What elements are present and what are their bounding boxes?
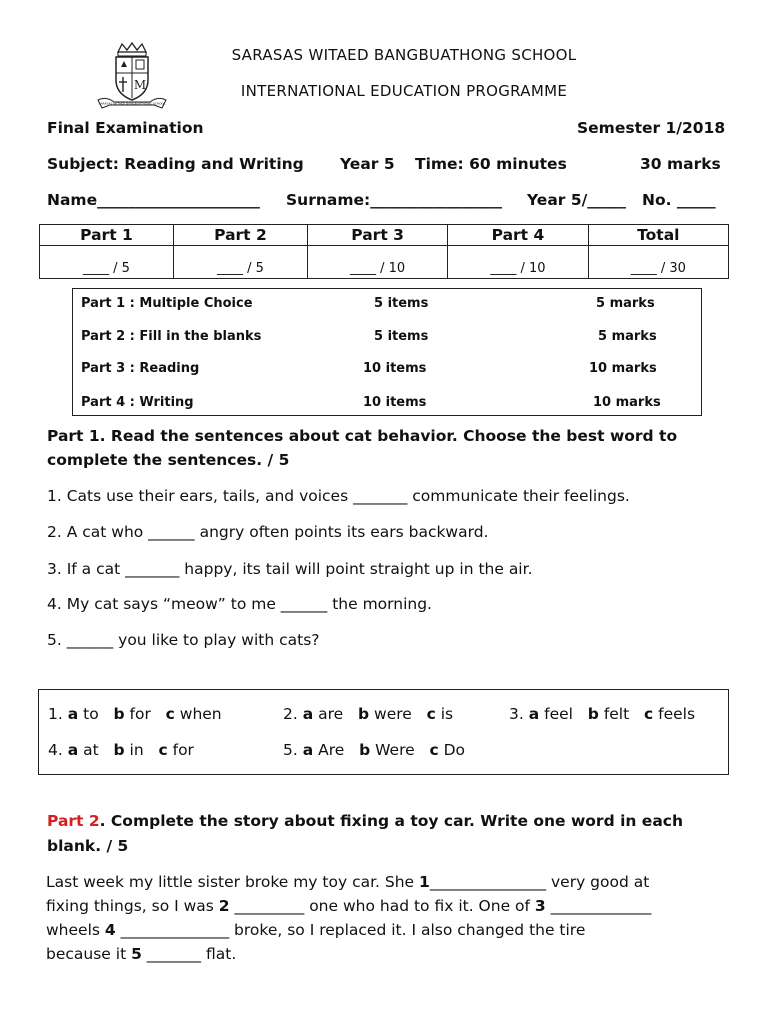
summary-items: 10 items — [363, 361, 427, 376]
score-header: Part 1 — [40, 225, 174, 246]
summary-part: Part 3 : Reading — [81, 361, 200, 376]
summary-items: 5 items — [374, 329, 429, 344]
svg-text:M: M — [133, 78, 147, 92]
summary-row — [81, 296, 691, 316]
total-marks: 30 marks — [640, 155, 721, 173]
choice-group-3: 3. a feel b felt c feels — [509, 705, 696, 723]
parts-summary-box — [72, 288, 702, 416]
number-field[interactable]: No. _____ — [642, 191, 716, 209]
exam-title: Final Examination — [47, 119, 204, 137]
choice-group-2: 2. a are b were c is — [283, 705, 454, 723]
svg-text:SARASAS WITAED BANGBUATHONG SC: SARASAS WITAED BANGBUATHONG SCHOOL — [98, 101, 166, 106]
subject: Subject: Reading and Writing — [47, 155, 304, 173]
part2-instruction-line1: Part 2. Complete the story about fixing a toy car. Write one word in each — [47, 812, 684, 830]
summary-items: 10 items — [363, 395, 427, 410]
question-4: 4. My cat says “meow” to me ______ the morning. — [47, 595, 432, 613]
question-3: 3. If a cat _______ happy, its tail will point straight up in the air. — [47, 560, 533, 578]
score-header: Part 3 — [307, 225, 447, 246]
score-cell[interactable]: ____ / 30 — [588, 246, 728, 279]
part1-instruction-line1: Part 1. Read the sentences about cat behavior. Choose the best word to — [47, 427, 678, 445]
score-header: Part 4 — [448, 225, 588, 246]
summary-part: Part 4 : Writing — [81, 395, 194, 410]
summary-part: Part 1 : Multiple Choice — [81, 296, 253, 311]
story-line-4: because it 5 _______ flat. — [46, 945, 237, 963]
answer-choices-box — [38, 689, 729, 775]
time-limit: Time: 60 minutes — [415, 155, 567, 173]
summary-marks: 10 marks — [589, 361, 657, 376]
part1-instruction-line2: complete the sentences. / 5 — [47, 451, 290, 469]
part2-instruction-line2: blank. / 5 — [47, 837, 129, 855]
score-header: Total — [588, 225, 728, 246]
school-name: SARASAS WITAED BANGBUATHONG SCHOOL — [231, 46, 577, 64]
semester: Semester 1/2018 — [577, 119, 726, 137]
summary-row — [81, 395, 691, 415]
part2-label: Part 2 — [47, 812, 100, 830]
summary-row — [81, 329, 691, 349]
summary-marks: 5 marks — [598, 329, 657, 344]
choice-group-4: 4. a at b in c for — [48, 741, 194, 759]
score-header: Part 2 — [173, 225, 307, 246]
name-field[interactable]: Name_____________________ — [47, 191, 260, 209]
score-cell[interactable]: ____ / 10 — [448, 246, 588, 279]
summary-row — [81, 361, 691, 381]
question-1: 1. Cats use their ears, tails, and voices _______ communicate their feelings. — [47, 487, 630, 505]
programme-name: INTERNATIONAL EDUCATION PROGRAMME — [240, 82, 568, 100]
surname-field[interactable]: Surname:_________________ — [286, 191, 502, 209]
score-cell[interactable]: ____ / 5 — [173, 246, 307, 279]
class-field[interactable]: Year 5/_____ — [527, 191, 627, 209]
score-cell[interactable]: ____ / 10 — [307, 246, 447, 279]
year: Year 5 — [340, 155, 395, 173]
score-table — [39, 224, 729, 279]
story-line-1: Last week my little sister broke my toy car. She 1_______________ very good at — [46, 873, 650, 891]
question-5: 5. ______ you like to play with cats? — [47, 631, 320, 649]
summary-marks: 5 marks — [596, 296, 655, 311]
story-line-2: fixing things, so I was 2 _________ one who had to fix it. One of 3 _____________ — [46, 897, 652, 915]
summary-part: Part 2 : Fill in the blanks — [81, 329, 262, 344]
question-2: 2. A cat who ______ angry often points its ears backward. — [47, 523, 489, 541]
choice-group-5: 5. a Are b Were c Do — [283, 741, 466, 759]
summary-marks: 10 marks — [593, 395, 661, 410]
score-cell[interactable]: ____ / 5 — [40, 246, 174, 279]
summary-items: 5 items — [374, 296, 429, 311]
choice-group-1: 1. a to b for c when — [48, 705, 222, 723]
story-line-3: wheels 4 ______________ broke, so I replaced it. I also changed the tire — [46, 921, 586, 939]
